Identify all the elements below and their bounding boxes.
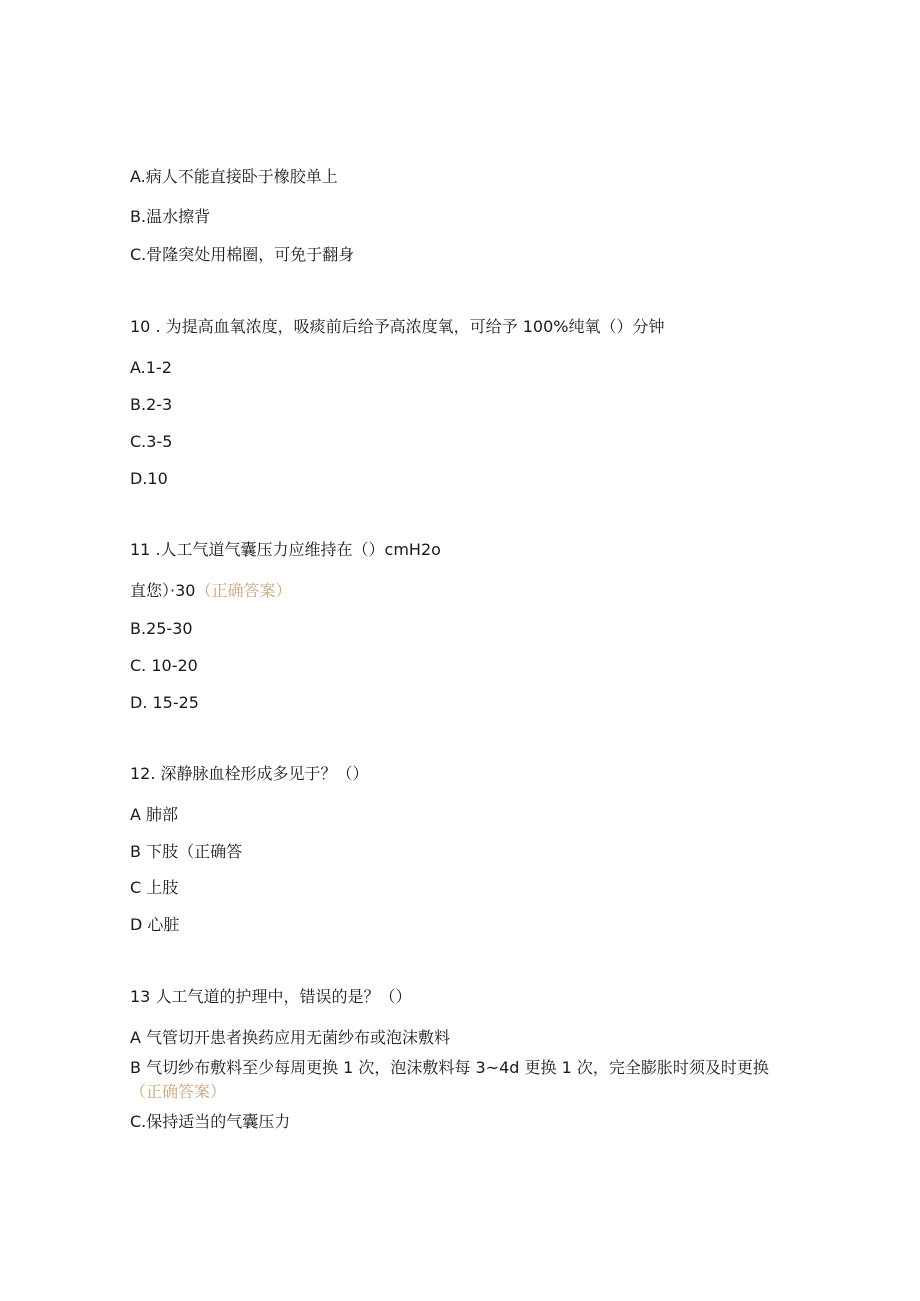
correct-answer-mark: （正确答案） bbox=[130, 1082, 227, 1101]
option-13a: A 气管切开患者换药应用无菌纱布或泡沫敷料 bbox=[130, 1028, 451, 1047]
option-11b: B.25-30 bbox=[130, 619, 193, 638]
option-10d: D.10 bbox=[130, 469, 168, 488]
option-13c: C.保持适当的气囊压力 bbox=[130, 1112, 291, 1131]
option-11c: C. 10-20 bbox=[130, 656, 198, 675]
correct-answer-mark: （正确答案） bbox=[195, 581, 292, 600]
option-11d: D. 15-25 bbox=[130, 693, 199, 712]
option-13b-text: B 气切纱布敷料至少每周更换 1 次，泡沫敷料每 3~4d 更换 1 次，完全膨胀时须及时更换 bbox=[130, 1058, 769, 1077]
option-10a: A.1-2 bbox=[130, 358, 172, 377]
question-12-stem: 12. 深静脉血栓形成多见于？（） bbox=[130, 764, 369, 783]
option-11a bbox=[130, 580, 291, 602]
option-9a: A.病人不能直接卧于橡胶单上 bbox=[130, 167, 338, 186]
option-9b: B.温水擦背 bbox=[130, 207, 211, 226]
option-12b: B 下肢（正确答 bbox=[130, 842, 243, 861]
question-11-stem: 11 .人工气道气囊压力应维持在（）cmH2o bbox=[130, 540, 441, 559]
question-10-stem: 10 . 为提高血氧浓度，吸痰前后给予高浓度氧，可给予 100%纯氧（）分钟 bbox=[130, 317, 665, 336]
option-10b: B.2-3 bbox=[130, 395, 173, 414]
option-9c: C.骨隆突处用棉圈，可免于翻身 bbox=[130, 245, 355, 264]
question-13-stem: 13 人工气道的护理中，错误的是？（） bbox=[130, 987, 412, 1006]
option-12a: A 肺部 bbox=[130, 805, 179, 824]
option-13b bbox=[130, 1056, 780, 1104]
option-10c: C.3-5 bbox=[130, 432, 173, 451]
option-11a-text: 直您）·30 bbox=[130, 581, 196, 600]
option-12d: D 心脏 bbox=[130, 915, 180, 934]
option-12c: C 上肢 bbox=[130, 878, 179, 897]
